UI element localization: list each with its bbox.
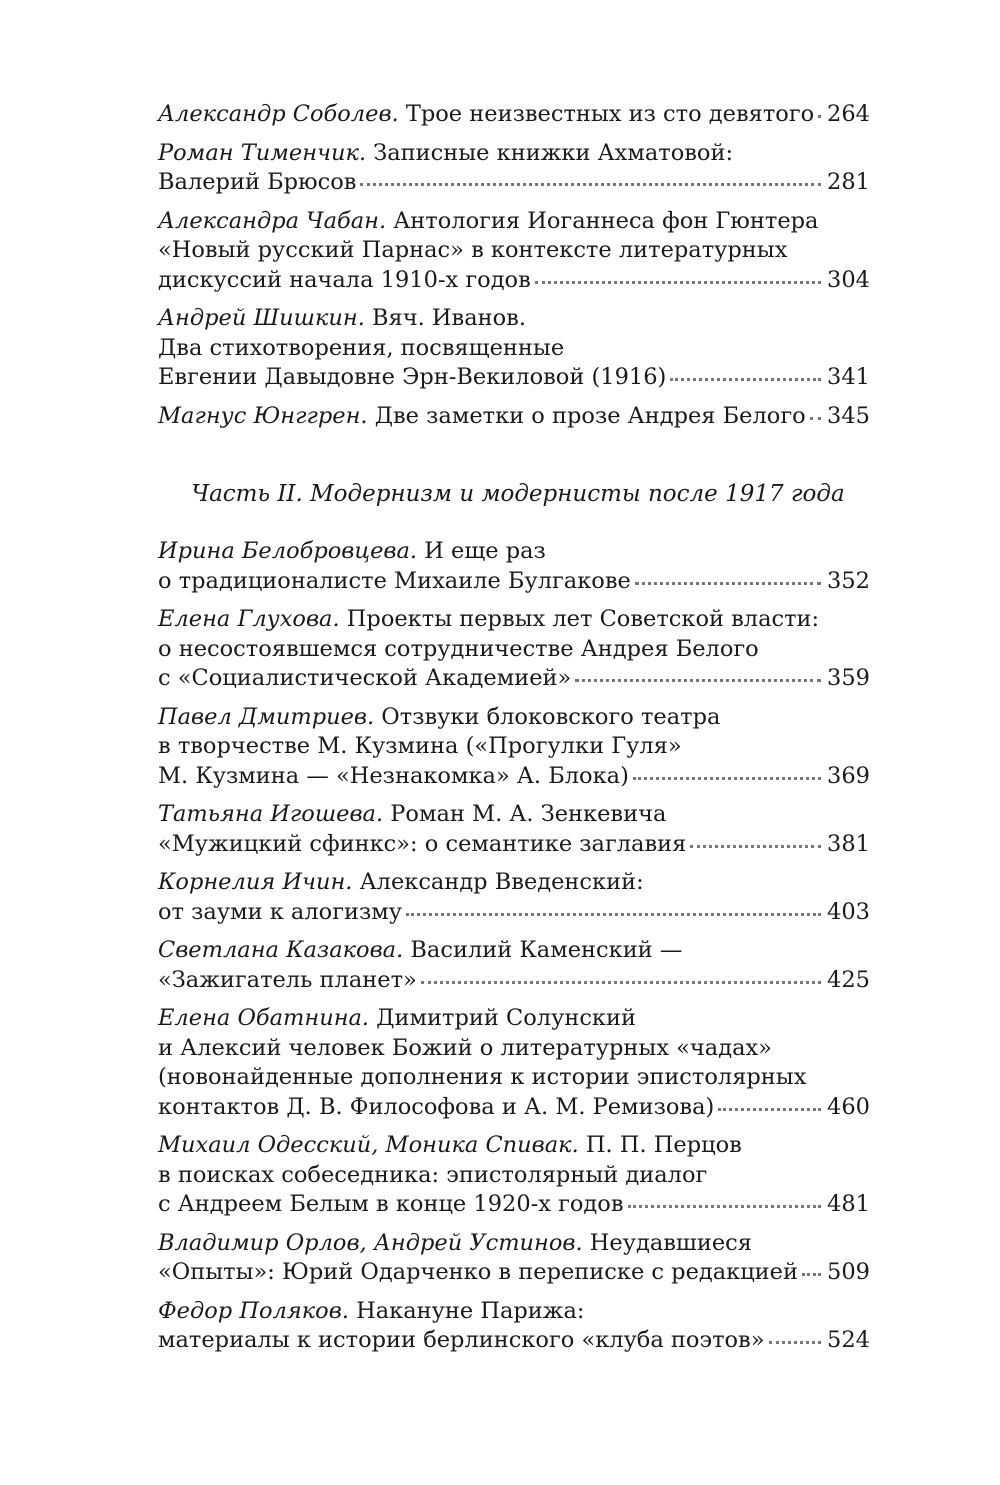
page-number: 460 bbox=[827, 1093, 870, 1120]
toc-group-part-1 bbox=[158, 100, 870, 431]
entry-title-line: с Андреем Белым в конце 1920-х годов bbox=[158, 1191, 624, 1217]
dot-leader bbox=[690, 844, 821, 848]
entry-author: Татьяна Игошева. bbox=[158, 801, 384, 827]
entry-author: Владимир Орлов, Андрей Устинов. bbox=[158, 1229, 583, 1256]
entry-author: Александра Чабан. bbox=[158, 207, 387, 234]
entry-author: Магнус Юнггрен. bbox=[158, 402, 368, 429]
toc-entry-line bbox=[158, 537, 870, 567]
dot-leader bbox=[421, 980, 821, 984]
toc-entry-line: в творчестве М. Кузмина («Прогулки Гуля» bbox=[158, 733, 682, 759]
entry-text: Михаил Одесский, Моника Спивак. П. П. Перцов bbox=[158, 1132, 742, 1158]
page-number: 304 bbox=[827, 266, 870, 293]
toc-entry bbox=[158, 207, 870, 296]
entry-author: Роман Тименчик. bbox=[158, 139, 367, 166]
dot-leader bbox=[575, 678, 821, 682]
toc-entry-line bbox=[158, 936, 870, 966]
toc-entry-line bbox=[158, 605, 870, 635]
entry-title-line: Евгении Давыдовне Эрн-Векиловой (1916) bbox=[158, 364, 667, 390]
entry-text: Светлана Казакова. Василий Каменский — bbox=[158, 937, 683, 963]
toc-entry-line bbox=[158, 100, 870, 130]
section-heading: Часть II. Модернизм и модернисты после 1917 года bbox=[191, 481, 845, 507]
toc-entry-line bbox=[158, 1258, 870, 1288]
toc-entry bbox=[158, 304, 870, 393]
page-number: 341 bbox=[827, 364, 870, 390]
entry-author: Михаил Одесский, Моника Спивак. bbox=[158, 1132, 579, 1158]
toc-entry-line bbox=[158, 703, 870, 733]
entry-title-line: с «Социалистической Академией» bbox=[158, 665, 572, 691]
toc-entry bbox=[158, 1131, 870, 1220]
toc-entry-line bbox=[158, 664, 870, 694]
toc-entry-line bbox=[158, 168, 870, 198]
dot-leader bbox=[535, 280, 821, 284]
toc-entry bbox=[158, 139, 870, 198]
dot-leader bbox=[406, 912, 821, 916]
dot-leader bbox=[628, 1204, 822, 1208]
entry-text: Корнелия Ичин. Александр Введенский: bbox=[158, 869, 644, 895]
toc-entry bbox=[158, 605, 870, 694]
toc-entry-line bbox=[158, 800, 870, 830]
toc-entry-line bbox=[158, 266, 870, 296]
entry-title-line: «Опыты»: Юрий Одарченко в переписке с редакцией bbox=[158, 1259, 798, 1285]
entry-text: Елена Обатнина. Димитрий Солунский bbox=[158, 1005, 636, 1031]
toc-entry-line bbox=[158, 762, 870, 792]
entry-author: Александр Соболев. bbox=[158, 101, 399, 127]
toc-entry-line bbox=[158, 1190, 870, 1220]
toc-entry-line: (новонайденные дополнения к истории эпистолярных bbox=[158, 1064, 807, 1090]
entry-author: Елена Обатнина. bbox=[158, 1005, 370, 1031]
toc-entry-line bbox=[158, 207, 870, 237]
page-number: 352 bbox=[827, 567, 870, 594]
toc-entry-line bbox=[158, 966, 870, 996]
entry-text: Александра Чабан. Антология Иоганнеса фон Гюнтера bbox=[158, 207, 819, 234]
toc-entry-line bbox=[158, 363, 870, 393]
entry-text: Татьяна Игошева. Роман М. А. Зенкевича bbox=[158, 801, 667, 827]
entry-title-line: «Мужицкий сфинкс»: о семантике заглавия bbox=[158, 830, 687, 857]
entry-text: Александр Соболев. Трое неизвестных из сто девятого bbox=[158, 101, 815, 127]
toc-entry bbox=[158, 1004, 870, 1122]
toc-entry bbox=[158, 1229, 870, 1288]
entry-title-line: М. Кузмина — «Незнакомка» А. Блока) bbox=[158, 762, 629, 789]
dot-leader bbox=[718, 1107, 821, 1111]
entry-title-line: «Зажигатель планет» bbox=[158, 966, 417, 993]
page-number: 381 bbox=[827, 830, 870, 857]
toc-entry bbox=[158, 537, 870, 596]
entry-author: Андрей Шишкин. bbox=[158, 305, 365, 331]
toc-entry-line: и Алексий человек Божий о литературных «чадах» bbox=[158, 1034, 772, 1061]
page-number: 281 bbox=[827, 169, 870, 195]
table-of-contents bbox=[158, 100, 870, 1365]
dot-leader bbox=[633, 776, 821, 780]
page-number: 425 bbox=[827, 966, 870, 993]
dot-leader bbox=[769, 1340, 822, 1344]
entry-author: Федор Поляков. bbox=[158, 1297, 349, 1324]
page-number: 359 bbox=[827, 665, 870, 691]
toc-entry-line bbox=[158, 868, 870, 898]
entry-title-line: о традиционалисте Михаиле Булгакове bbox=[158, 567, 631, 594]
entry-text: Магнус Юнггрен. Две заметки о прозе Андрея Белого bbox=[158, 402, 806, 429]
page-number: 481 bbox=[827, 1191, 870, 1217]
dot-leader bbox=[360, 182, 821, 186]
toc-group-part-2 bbox=[158, 537, 870, 1356]
toc-entry bbox=[158, 1297, 870, 1356]
entry-text: Ирина Белобровцева. И еще раз bbox=[158, 538, 546, 564]
entry-text: Андрей Шишкин. Вяч. Иванов. bbox=[158, 305, 527, 331]
toc-entry-line: в поисках собеседника: эпистолярный диалог bbox=[158, 1161, 708, 1188]
toc-entry-line bbox=[158, 1326, 870, 1356]
entry-author: Елена Глухова. bbox=[158, 606, 340, 632]
dot-leader bbox=[670, 377, 821, 381]
toc-entry bbox=[158, 800, 870, 859]
entry-text: Роман Тименчик. Записные книжки Ахматовой: bbox=[158, 139, 734, 166]
dot-leader bbox=[810, 416, 821, 420]
toc-entry-line bbox=[158, 1297, 870, 1327]
page-number: 345 bbox=[827, 402, 870, 429]
entry-author: Ирина Белобровцева. bbox=[158, 538, 418, 564]
page-number: 524 bbox=[827, 1327, 870, 1353]
toc-entry-line bbox=[158, 1131, 870, 1161]
toc-entry bbox=[158, 100, 870, 130]
toc-entry-line bbox=[158, 830, 870, 860]
entry-text: Павел Дмитриев. Отзвуки блоковского театра bbox=[158, 703, 721, 730]
page-number: 369 bbox=[827, 762, 870, 789]
entry-title-line: от зауми к алогизму bbox=[158, 898, 402, 925]
entry-text: Владимир Орлов, Андрей Устинов. Неудавшиеся bbox=[158, 1229, 752, 1256]
entry-text: Федор Поляков. Накануне Парижа: bbox=[158, 1297, 585, 1324]
entry-author: Павел Дмитриев. bbox=[158, 703, 375, 730]
dot-leader bbox=[802, 1272, 821, 1276]
toc-entry-line bbox=[158, 139, 870, 169]
toc-entry bbox=[158, 703, 870, 792]
page-number: 509 bbox=[827, 1259, 870, 1285]
entry-title-line: Валерий Брюсов bbox=[158, 169, 357, 195]
toc-entry-line bbox=[158, 1093, 870, 1123]
entry-title-line: дискуссий начала 1910-х годов bbox=[158, 266, 531, 293]
toc-entry-line bbox=[158, 567, 870, 597]
entry-author: Корнелия Ичин. bbox=[158, 869, 353, 895]
page-number: 264 bbox=[827, 101, 870, 127]
toc-entry-line bbox=[158, 402, 870, 432]
entry-text: Елена Глухова. Проекты первых лет Советской власти: bbox=[158, 606, 820, 632]
toc-entry-line: о несостоявшемся сотрудничестве Андрея Белого bbox=[158, 635, 759, 662]
toc-entry-line: Два стихотворения, посвященные bbox=[158, 334, 565, 361]
toc-entry-line bbox=[158, 304, 870, 334]
entry-author: Светлана Казакова. bbox=[158, 937, 404, 963]
dot-leader bbox=[635, 581, 821, 585]
toc-entry bbox=[158, 868, 870, 927]
toc-entry bbox=[158, 936, 870, 995]
entry-title-line: контактов Д. В. Философова и А. М. Ремизова) bbox=[158, 1093, 715, 1120]
page-number: 403 bbox=[827, 898, 870, 925]
toc-entry-line bbox=[158, 1004, 870, 1034]
toc-entry-line bbox=[158, 1229, 870, 1259]
dot-leader bbox=[818, 114, 821, 118]
entry-title-line: материалы к истории берлинского «клуба поэтов» bbox=[158, 1327, 765, 1353]
toc-entry bbox=[158, 402, 870, 432]
toc-entry-line bbox=[158, 898, 870, 928]
toc-entry-line: «Новый русский Парнас» в контексте литературных bbox=[158, 237, 788, 263]
